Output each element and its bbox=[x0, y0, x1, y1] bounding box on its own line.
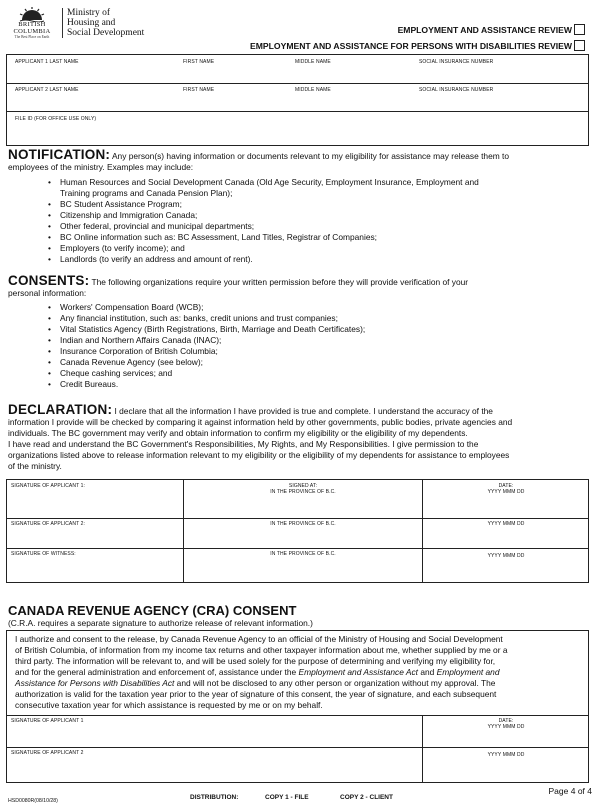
list-item: • Credit Bureaus. bbox=[60, 379, 590, 390]
cra-signature-applicant2-field[interactable]: SIGNATURE OF APPLICANT 2 bbox=[11, 750, 84, 756]
applicant1-last-name-field[interactable]: APPLICANT 1 LAST NAME bbox=[15, 59, 79, 65]
applicant2-last-name-field[interactable]: APPLICANT 2 LAST NAME bbox=[15, 87, 79, 93]
applicant1-sin-field[interactable]: SOCIAL INSURANCE NUMBER bbox=[419, 59, 494, 65]
cra-text-line bbox=[15, 667, 587, 678]
logo-tagline: The Best Place on Earth bbox=[14, 35, 50, 39]
list-item: • BC Online information such as: BC Assessment, Land Titles, Registrar of Companies; bbox=[60, 232, 590, 243]
notification-intro-cont: employees of the ministry. Examples may include: bbox=[8, 162, 194, 172]
cra-consent-title: CANADA REVENUE AGENCY (CRA) CONSENT bbox=[8, 603, 297, 618]
declaration-heading: DECLARATION: bbox=[8, 402, 113, 417]
divider bbox=[422, 480, 423, 582]
cra-act-name: Employment and bbox=[436, 667, 500, 677]
notification-section bbox=[8, 149, 592, 173]
declaration-text: I have read and understand the BC Government's Responsibilities, My Rights, and My Responsibilities. I give permission to the bbox=[8, 439, 479, 449]
divider bbox=[7, 747, 588, 748]
bc-logo bbox=[6, 6, 58, 50]
cra-consent-box bbox=[6, 630, 589, 783]
list-item: • Employers (to verify income); and bbox=[60, 243, 590, 254]
applicant2-sin-field[interactable]: SOCIAL INSURANCE NUMBER bbox=[419, 87, 494, 93]
review-checkbox-1[interactable] bbox=[574, 24, 585, 35]
form-id: HSD0080R(08/10/28) bbox=[8, 798, 58, 804]
cra-text: and for the general administration and enforcement of, assistance under the bbox=[15, 667, 299, 677]
file-id-field[interactable]: FILE ID (FOR OFFICE USE ONLY) bbox=[15, 116, 97, 122]
declaration-text: organizations listed above to release information relevant to my eligibility or the eligibility of my dependents for assistance to employees bbox=[8, 450, 510, 460]
list-item: • Any financial institution, such as: banks, credit unions and trust companies; bbox=[60, 313, 590, 324]
declaration-text: of the ministry. bbox=[8, 461, 62, 471]
applicant-info-box bbox=[6, 54, 589, 146]
declaration-section bbox=[8, 404, 596, 472]
list-item: • Landlords (to verify an address and amount of rent). bbox=[60, 254, 590, 265]
cra-text: and bbox=[418, 667, 437, 677]
province-label: IN THE PROVINCE OF B.C. bbox=[270, 551, 336, 557]
cra-date-field[interactable]: DATE: bbox=[498, 718, 514, 724]
date-format-label: YYYY MMM DD bbox=[487, 489, 525, 495]
divider bbox=[183, 480, 184, 582]
notification-intro: Any person(s) having information or documents relevant to my eligibility for assistance may release them to bbox=[111, 151, 510, 161]
cra-text-line bbox=[15, 678, 587, 689]
cra-act-name: Assistance for Persons with Disabilities Act bbox=[15, 678, 175, 688]
divider bbox=[7, 83, 588, 84]
cra-text: and will not be disclosed to any other person or organization without my approval. The bbox=[174, 678, 496, 688]
divider bbox=[7, 111, 588, 112]
cra-act-name: Employment and Assistance Act bbox=[298, 667, 419, 677]
date-field[interactable]: DATE: bbox=[498, 483, 514, 489]
cra-text-line: authorization is valid for the taxation year prior to the year of signature of this consent, the year of signature, and each subsequent bbox=[15, 689, 497, 699]
list-item: • Citizenship and Immigration Canada; bbox=[60, 210, 590, 221]
consents-section bbox=[8, 275, 592, 299]
date-format-label: YYYY MMM DD bbox=[487, 521, 525, 527]
consents-intro-cont: personal information: bbox=[8, 288, 87, 298]
logo-line2: COLUMBIA bbox=[13, 27, 51, 35]
ministry-line: Social Development bbox=[67, 28, 145, 38]
page-header bbox=[0, 0, 600, 56]
cra-text-line: I authorize and consent to the release, by Canada Revenue Agency to an official of the Ministry of Housing and Social Development bbox=[15, 634, 503, 644]
cra-consent-subtitle: (C.R.A. requires a separate signature to authorize release of relevant information.) bbox=[8, 618, 313, 628]
ministry-line: Housing and bbox=[67, 18, 116, 28]
logo-line1: BRITISH bbox=[18, 21, 46, 28]
applicant2-middle-name-field[interactable]: MIDDLE NAME bbox=[295, 87, 331, 93]
cra-text-line: consecutive taxation year for which assistance is requested by me or on my behalf. bbox=[15, 700, 323, 710]
declaration-text: individuals. The BC government may verify and obtain information to confirm my eligibility or the eligibility of my dependents. bbox=[8, 428, 468, 438]
review-label-1: EMPLOYMENT AND ASSISTANCE REVIEW bbox=[397, 25, 572, 35]
review-checkbox-2[interactable] bbox=[574, 40, 585, 51]
sun-icon bbox=[18, 6, 46, 22]
review-label-2: EMPLOYMENT AND ASSISTANCE FOR PERSONS WITH DISABILITIES REVIEW bbox=[250, 41, 572, 51]
applicant2-first-name-field[interactable]: FIRST NAME bbox=[183, 87, 215, 93]
notification-heading: NOTIFICATION: bbox=[8, 147, 111, 162]
declaration-text: I declare that all the information I have provided is true and complete. I understand the accuracy of the bbox=[114, 406, 493, 416]
list-item: • Insurance Corporation of British Columbia; bbox=[60, 346, 590, 357]
notification-list bbox=[60, 177, 590, 265]
copy2-label: COPY 2 - CLIENT bbox=[340, 794, 393, 801]
divider bbox=[7, 715, 588, 716]
cra-consent-text bbox=[15, 634, 587, 711]
list-item: • Other federal, provincial and municipal departments; bbox=[60, 221, 590, 232]
signed-at-field[interactable]: SIGNED AT: bbox=[288, 483, 318, 489]
signature-applicant2-field[interactable]: SIGNATURE OF APPLICANT 2: bbox=[11, 521, 85, 527]
list-item-text: • Human Resources and Social Development Canada (Old Age Security, Employment Insurance, Employment and bbox=[60, 177, 479, 187]
applicant1-first-name-field[interactable]: FIRST NAME bbox=[183, 59, 215, 65]
list-item: • Cheque cashing services; and bbox=[60, 368, 590, 379]
divider bbox=[7, 548, 588, 549]
copy1-label: COPY 1 - FILE bbox=[265, 794, 309, 801]
applicant1-middle-name-field[interactable]: MIDDLE NAME bbox=[295, 59, 331, 65]
list-item-text: Training programs and Canada Pension Plan); bbox=[60, 188, 233, 198]
list-item: • Indian and Northern Affairs Canada (INAC); bbox=[60, 335, 590, 346]
consents-heading: CONSENTS: bbox=[8, 273, 90, 288]
date-format-label: YYYY MMM DD bbox=[487, 724, 525, 730]
ministry-name bbox=[62, 8, 144, 38]
date-format-label: YYYY MMM DD bbox=[487, 752, 525, 758]
list-item: • Vital Statistics Agency (Birth Registrations, Birth, Marriage and Death Certificates); bbox=[60, 324, 590, 335]
cra-signature-applicant1-field[interactable]: SIGNATURE OF APPLICANT 1 bbox=[11, 718, 84, 724]
ministry-line: Ministry of bbox=[67, 8, 111, 18]
signature-witness-field[interactable]: SIGNATURE OF WITNESS: bbox=[11, 551, 76, 557]
list-item: • Workers' Compensation Board (WCB); bbox=[60, 302, 590, 313]
consents-list bbox=[60, 302, 590, 390]
list-item: • BC Student Assistance Program; bbox=[60, 199, 590, 210]
divider bbox=[7, 518, 588, 519]
consents-intro: The following organizations require your written permission before they will provide verification of your bbox=[91, 277, 469, 287]
province-label: IN THE PROVINCE OF B.C. bbox=[270, 489, 336, 495]
page-number: Page 4 of 4 bbox=[548, 786, 592, 796]
signature-applicant1-field[interactable]: SIGNATURE OF APPLICANT 1: bbox=[11, 483, 85, 489]
list-item: • Canada Revenue Agency (see below); bbox=[60, 357, 590, 368]
divider bbox=[422, 715, 423, 782]
cra-text-line: of British Columbia, of information from my income tax returns and other taxpayer information about me, whether supplied by me or a bbox=[15, 645, 508, 655]
province-label: IN THE PROVINCE OF B.C. bbox=[270, 521, 336, 527]
date-format-label: YYYY MMM DD bbox=[487, 553, 525, 559]
cra-text-line: third party. The information will be relevant to, and will be used solely for the purpose of determining and verifying my eligibility for, bbox=[15, 656, 496, 666]
list-item bbox=[60, 177, 590, 199]
signature-table bbox=[6, 479, 589, 583]
declaration-text: information I provide will be checked by comparing it against information held by other governments, public bodies, private agencies and bbox=[8, 417, 513, 427]
distribution-label: DISTRIBUTION: bbox=[190, 794, 239, 801]
